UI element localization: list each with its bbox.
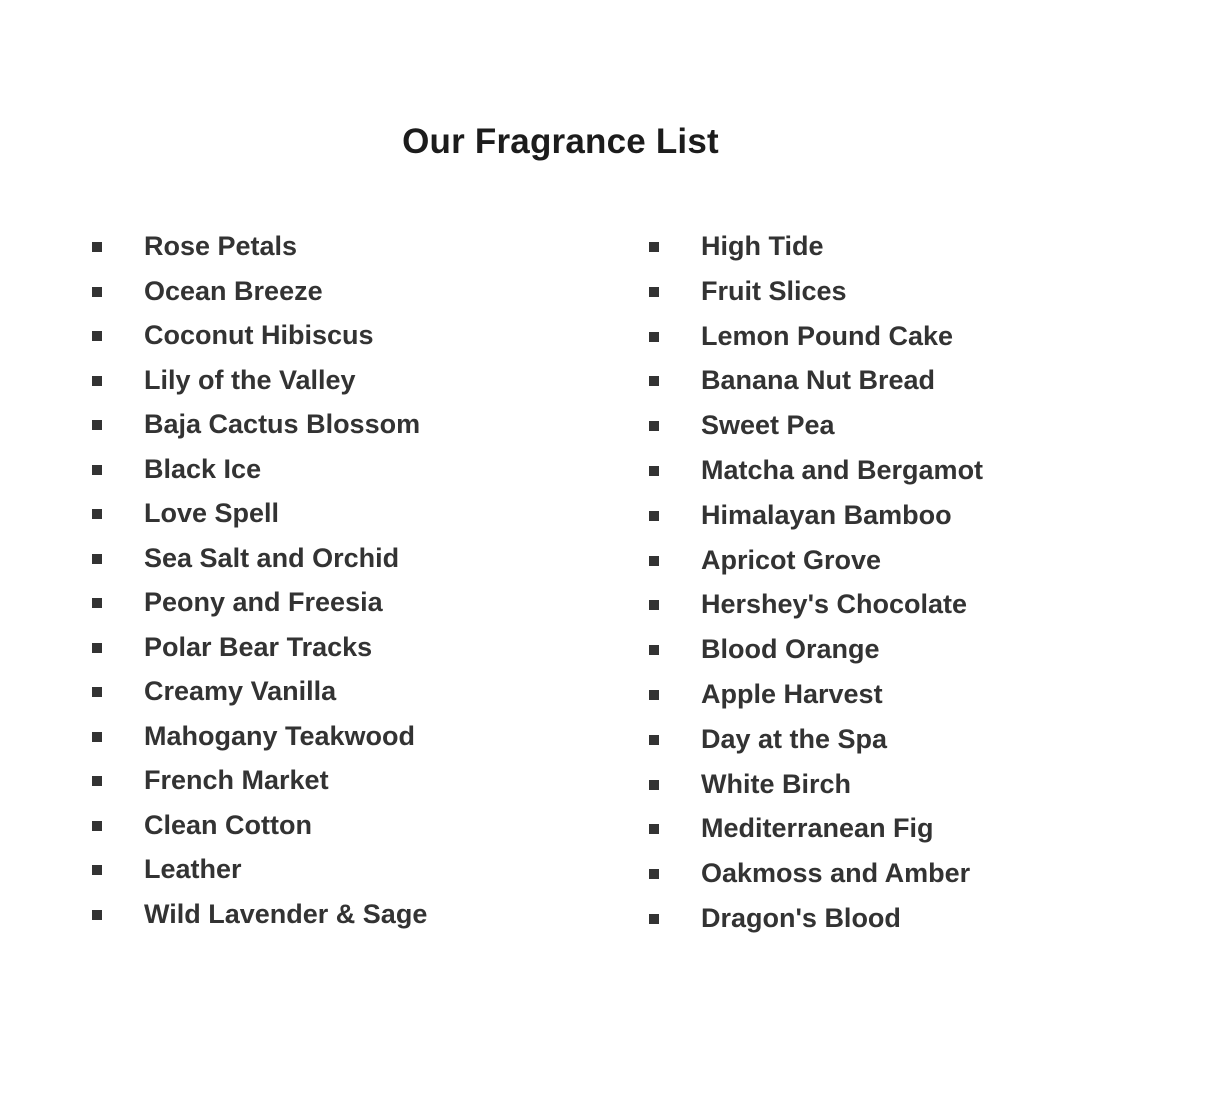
list-item [92, 491, 625, 536]
square-bullet-icon [92, 643, 102, 653]
square-bullet-icon [649, 421, 659, 431]
fragrance-list-left [92, 224, 625, 936]
list-item [649, 806, 1221, 851]
square-bullet-icon [92, 910, 102, 920]
list-item [649, 627, 1221, 672]
square-bullet-icon [92, 865, 102, 875]
list-item [92, 625, 625, 670]
list-item [649, 896, 1221, 941]
list-item [92, 892, 625, 937]
list-item [92, 224, 625, 269]
list-item-label: Ocean Breeze [144, 275, 323, 306]
list-item [92, 758, 625, 803]
list-item [649, 493, 1221, 538]
square-bullet-icon [649, 332, 659, 342]
list-item-label: Mahogany Teakwood [144, 720, 416, 751]
list-item [92, 580, 625, 625]
list-item-label: Lemon Pound Cake [701, 320, 954, 351]
list-item [649, 314, 1221, 359]
square-bullet-icon [649, 556, 659, 566]
square-bullet-icon [649, 824, 659, 834]
fragrance-column-right [625, 224, 1221, 941]
list-item [649, 672, 1221, 717]
list-item [92, 313, 625, 358]
square-bullet-icon [92, 554, 102, 564]
fragrance-columns [0, 162, 1221, 941]
list-item-label: Clean Cotton [144, 809, 312, 840]
square-bullet-icon [92, 287, 102, 297]
square-bullet-icon [92, 331, 102, 341]
square-bullet-icon [649, 780, 659, 790]
square-bullet-icon [649, 466, 659, 476]
list-item [649, 538, 1221, 583]
list-item [649, 269, 1221, 314]
list-item [649, 358, 1221, 403]
list-item-label: Polar Bear Tracks [144, 631, 373, 662]
square-bullet-icon [649, 511, 659, 521]
list-item-label: Creamy Vanilla [144, 676, 337, 706]
list-item-label: Leather [144, 854, 242, 884]
list-item [92, 447, 625, 492]
list-item-label: Sweet Pea [701, 410, 835, 441]
list-item [92, 358, 625, 403]
list-item-label: Lily of the Valley [144, 364, 356, 395]
list-item-label: Coconut Hibiscus [144, 320, 374, 350]
list-item-label: Love Spell [144, 498, 280, 528]
list-item-label: Mediterranean Fig [701, 813, 934, 844]
list-item [92, 402, 625, 447]
list-item [649, 717, 1221, 762]
square-bullet-icon [649, 376, 659, 386]
list-item [92, 536, 625, 581]
square-bullet-icon [92, 821, 102, 831]
square-bullet-icon [649, 645, 659, 655]
square-bullet-icon [649, 735, 659, 745]
list-item [649, 224, 1221, 269]
list-item-label: Black Ice [144, 453, 262, 484]
list-item [649, 403, 1221, 448]
list-item [649, 448, 1221, 493]
square-bullet-icon [92, 598, 102, 608]
list-item-label: Matcha and Bergamot [701, 454, 984, 485]
list-item-label: Himalayan Bamboo [701, 499, 952, 530]
list-item-label: Sea Salt and Orchid [144, 542, 400, 573]
list-item-label: French Market [144, 765, 329, 795]
square-bullet-icon [649, 600, 659, 610]
list-item-label: Dragon's Blood [701, 902, 901, 933]
list-item-label: Blood Orange [701, 634, 880, 665]
square-bullet-icon [92, 465, 102, 475]
list-item [92, 714, 625, 759]
list-item [649, 582, 1221, 627]
square-bullet-icon [649, 287, 659, 297]
list-item [92, 847, 625, 892]
square-bullet-icon [92, 732, 102, 742]
list-item-label: Apple Harvest [701, 678, 883, 709]
list-item [649, 762, 1221, 807]
square-bullet-icon [92, 376, 102, 386]
list-item-label: Baja Cactus Blossom [144, 409, 421, 439]
square-bullet-icon [92, 420, 102, 430]
list-item-label: Peony and Freesia [144, 587, 383, 617]
square-bullet-icon [649, 914, 659, 924]
list-item-label: Hershey's Chocolate [701, 589, 968, 620]
list-item-label: Oakmoss and Amber [701, 858, 971, 889]
square-bullet-icon [649, 242, 659, 252]
list-item-label: High Tide [701, 231, 824, 261]
fragrance-column-left [0, 224, 625, 941]
square-bullet-icon [92, 509, 102, 519]
list-item-label: Apricot Grove [701, 544, 882, 575]
square-bullet-icon [649, 690, 659, 700]
list-item [92, 669, 625, 714]
list-item [92, 803, 625, 848]
square-bullet-icon [92, 687, 102, 697]
list-item-label: Day at the Spa [701, 723, 888, 754]
list-item-label: Fruit Slices [701, 275, 847, 306]
page-title: Our Fragrance List [402, 122, 719, 161]
list-item [649, 851, 1221, 896]
list-item-label: Banana Nut Bread [701, 365, 936, 396]
square-bullet-icon [92, 776, 102, 786]
fragrance-list-right [649, 224, 1221, 941]
list-item [92, 269, 625, 314]
list-item-label: White Birch [701, 768, 852, 799]
list-item-label: Wild Lavender & Sage [144, 898, 428, 929]
square-bullet-icon [92, 242, 102, 252]
square-bullet-icon [649, 869, 659, 879]
list-item-label: Rose Petals [144, 231, 298, 261]
